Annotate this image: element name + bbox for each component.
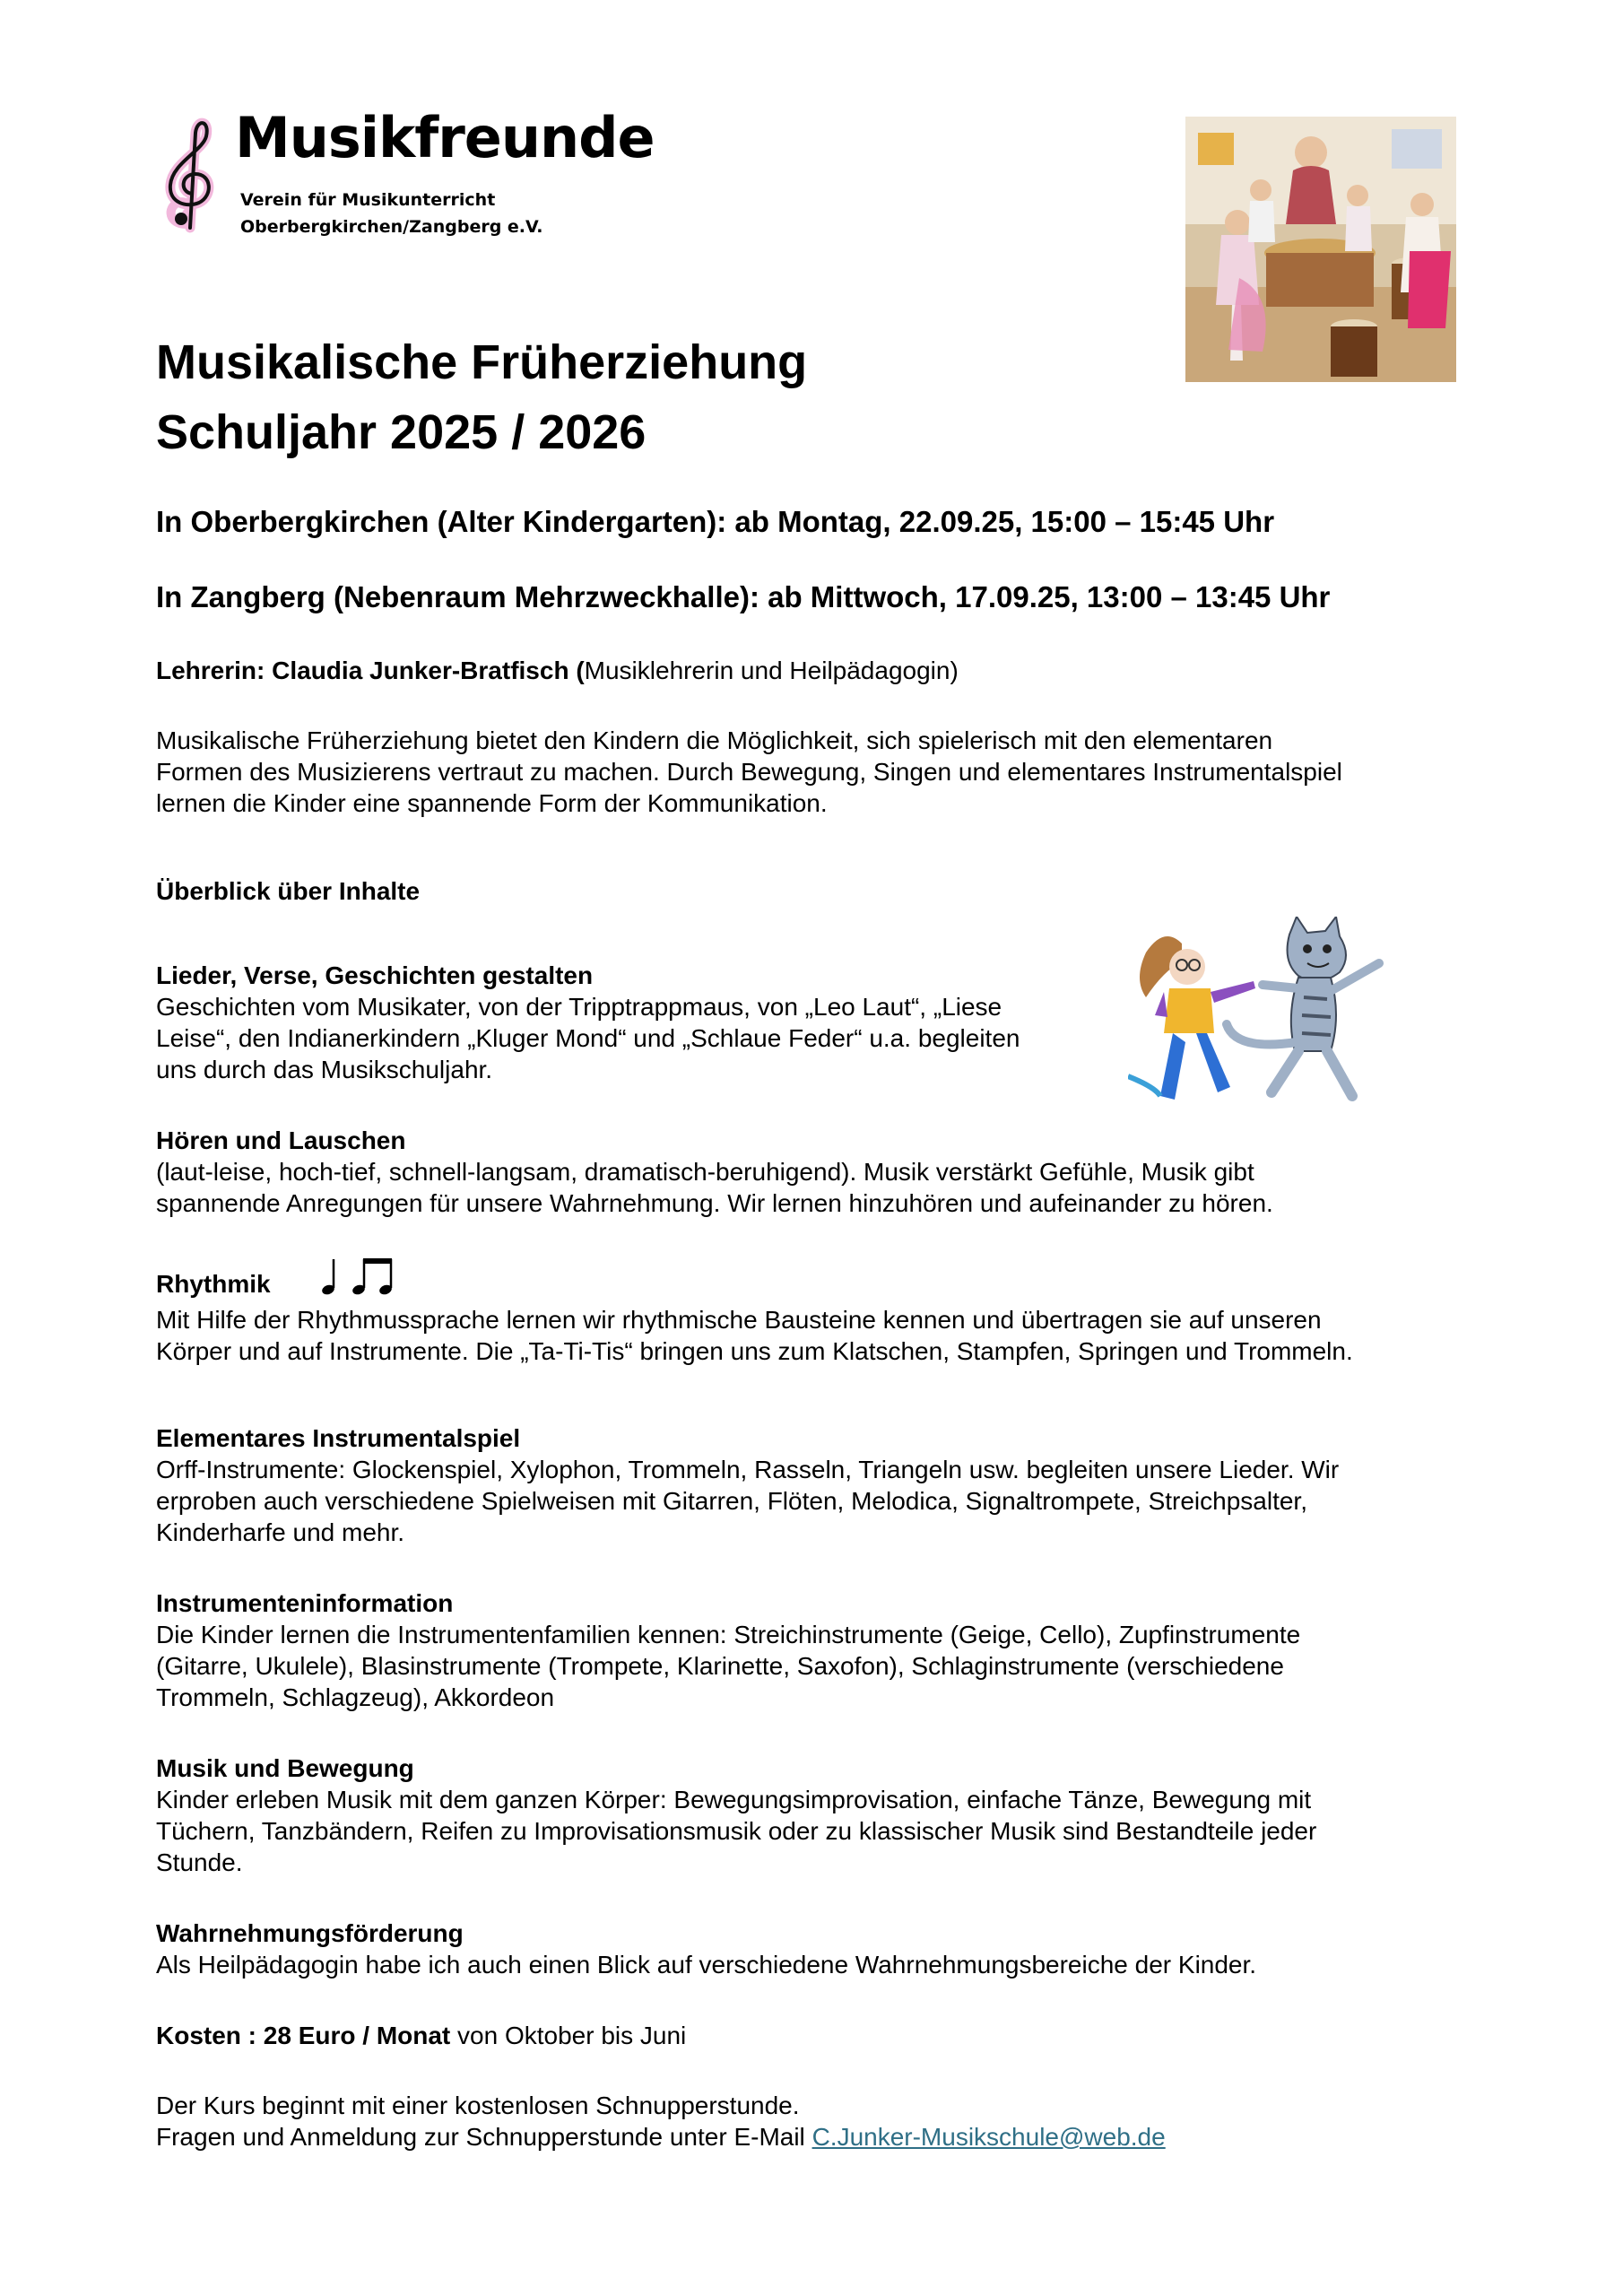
section-title-rhythmik: Rhythmik [156,1270,271,1298]
footer-contact-line [156,2121,1166,2152]
costs-line [156,2020,686,2051]
class-photo [1185,117,1456,382]
section-title-lieder: Lieder, Verse, Geschichten gestalten [156,961,594,989]
treble-clef-icon [160,115,221,233]
section-title-wahrnehmung: Wahrnehmungsförderung [156,1919,464,1947]
cartoon-girl-and-cat-dancing [1128,917,1417,1109]
page-title: Musikalische Früherziehung [156,335,808,389]
schedule-oberbergkirchen: In Oberbergkirchen (Alter Kindergarten): ab Montag, 22.09.25, 15:00 – 15:45 Uhr [156,505,1275,538]
section-title-hoeren: Hören und Lauschen [156,1126,406,1154]
intro-line: Musikalische Früherziehung bietet den Kindern die Möglichkeit, sich spielerisch mit den elementaren [156,726,1273,754]
section-text-instrumentalspiel: erproben auch verschiedene Spielweisen mit Gitarren, Flöten, Melodica, Signaltrompete, Streichpsalter, [156,1487,1307,1515]
section-title-instrumentalspiel: Elementares Instrumentalspiel [156,1424,521,1452]
section-text-lieder: Geschichten vom Musikater, von der Tripptrappmaus, von „Leo Laut“, „Liese [156,993,1002,1021]
logo-subtitle-line2: Oberbergkirchen/Zangberg e.V. [240,217,543,237]
section-text-lieder: Leise“, den Indianerkindern „Kluger Mond“ und „Schlaue Feder“ u.a. begleiten [156,1024,1020,1052]
page-subtitle-school-year: Schuljahr 2025 / 2026 [156,405,647,459]
section-title-instrumenteninfo: Instrumenteninformation [156,1589,454,1617]
section-text-bewegung: Stunde. [156,1848,243,1876]
intro-line: Formen des Musizierens vertraut zu machen. Durch Bewegung, Singen und elementares Instrumentalspiel [156,758,1342,786]
section-text-bewegung: Kinder erleben Musik mit dem ganzen Körper: Bewegungsimprovisation, einfache Tänze, Bewegung mit [156,1786,1312,1813]
footer-contact-text: Fragen und Anmeldung zur Schnupperstunde unter E-Mail [156,2123,812,2151]
music-notes-icon [319,1256,400,1297]
section-text-rhythmik: Mit Hilfe der Rhythmussprache lernen wir rhythmische Bausteine kennen und übertragen sie auf unseren [156,1306,1322,1334]
section-text-instrumentalspiel: Kinderharfe und mehr. [156,1518,405,1546]
schedule-zangberg: In Zangberg (Nebenraum Mehrzweckhalle): ab Mittwoch, 17.09.25, 13:00 – 13:45 Uhr [156,580,1331,613]
section-text-instrumentalspiel: Orff-Instrumente: Glockenspiel, Xylophon, Trommeln, Rasseln, Triangeln usw. begleiten unsere Lieder. Wir [156,1456,1340,1483]
email-link[interactable]: C.Junker-Musikschule@web.de [812,2123,1166,2151]
section-title-bewegung: Musik und Bewegung [156,1754,414,1782]
section-text-rhythmik: Körper und auf Instrumente. Die „Ta-Ti-Tis“ bringen uns zum Klatschen, Stampfen, Springen und Trommeln. [156,1337,1353,1365]
section-text-wahrnehmung: Als Heilpädagogin habe ich auch einen Blick auf verschiedene Wahrnehmungsbereiche der Kinder. [156,1951,1257,1979]
logo-title: Musikfreunde [235,105,655,170]
logo-subtitle-line1: Verein für Musikunterricht [240,190,496,210]
section-text-hoeren: spannende Anregungen für unsere Wahrnehmung. Wir lernen hinzuhören und aufeinander zu hören. [156,1189,1273,1217]
section-text-bewegung: Tüchern, Tanzbändern, Reifen zu Improvisationsmusik oder zu klassischer Musik sind Bestandteile jeder [156,1817,1317,1845]
intro-line: lernen die Kinder eine spannende Form der Kommunikation. [156,789,828,817]
costs-amount: Kosten : 28 Euro / Monat [156,2022,451,2049]
teacher-line [156,655,959,686]
section-text-hoeren: (laut-leise, hoch-tief, schnell-langsam, dramatisch-beruhigend). Musik verstärkt Gefühle, Musik gibt [156,1158,1254,1186]
section-text-instrumenteninfo: Trommeln, Schlagzeug), Akkordeon [156,1683,555,1711]
section-text-instrumenteninfo: (Gitarre, Ukulele), Blasinstrumente (Trompete, Klarinette, Saxofon), Schlaginstrumente (verschiedene [156,1652,1284,1680]
costs-period: von Oktober bis Juni [450,2022,687,2049]
section-text-instrumenteninfo: Die Kinder lernen die Instrumentenfamilien kennen: Streichinstrumente (Geige, Cello), Zupfinstrumente [156,1621,1301,1648]
section-text-lieder: uns durch das Musikschuljahr. [156,1056,493,1083]
footer-trial-lesson: Der Kurs beginnt mit einer kostenlosen Schnupperstunde. [156,2092,800,2119]
teacher-label: Lehrerin: Claudia Junker-Bratfisch ( [156,657,585,684]
teacher-role: Musiklehrerin und Heilpädagogin) [584,657,959,684]
overview-heading: Überblick über Inhalte [156,877,421,905]
